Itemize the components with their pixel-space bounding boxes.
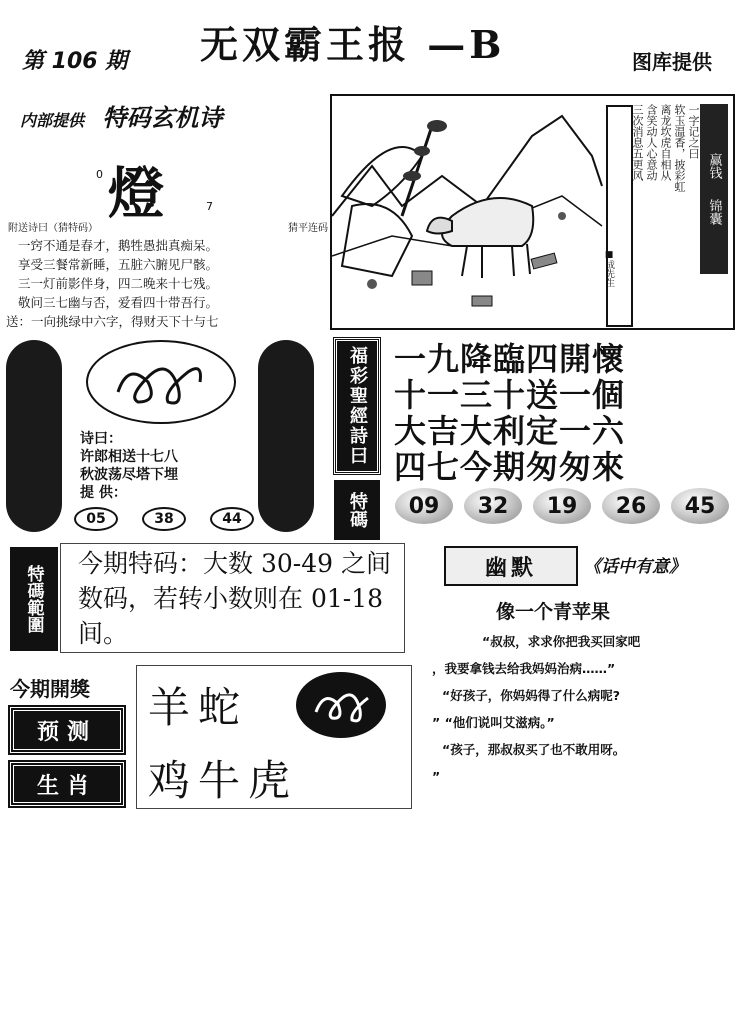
fucai-line: 一九降臨四開懷 [394,340,626,378]
lamp-number-left: 0 [96,168,103,181]
lottery-ball: 32 [464,488,522,524]
poem2-line: 诗曰： [80,431,122,447]
range-label: 特碼範圍 [10,547,58,651]
poem-section-title [20,98,222,133]
page-title: 无双霸王报 —B [200,22,506,67]
number-oval: 05 [74,507,118,531]
black-logo [296,672,386,738]
poem2-lines [80,430,178,502]
fucai-line: 四七今期匆匆來 [394,448,626,486]
joke-line: ” “他们说叫艾滋病。” [432,715,555,730]
scroll-column: 一字记之曰 [687,104,700,159]
predict-label: 预测 [10,707,124,753]
decor-vertical-bar-left [6,340,62,532]
signature-logo-icon [296,672,386,738]
joke-line: “孩子，那叔叔买了也不敢用呀。 [442,742,626,757]
poem-line: 送：一向挑绿中六字，得财天下十与七 [6,314,219,329]
poem-line: 享受三餐常新睡，五脏六腑见尸骸。 [18,257,219,272]
credit-label: 图库提供 [632,50,712,74]
scroll-column: 软玉温香，披彩虹 [673,104,686,192]
scroll-column: 含笑动人心意动 [645,104,658,181]
joke-line: “叔叔，求求你把我买回家吧 [482,634,641,649]
range-text: 今期特码：大数 30-49 之间数码，若转小数则在 01-18 间。 [78,549,391,648]
fucai-line: 大吉大利定一六 [394,412,626,450]
poem-lines [6,236,328,331]
author-label: ■成先生 [604,250,614,287]
decor-vertical-bar-right [258,340,314,532]
issue-number: 第 106 期 [22,49,128,74]
fucai-lines [394,341,625,485]
poem-line: 三一灯前影伴身，四二晚来十七残。 [18,276,219,291]
lottery-balls [395,488,729,524]
poem2-line: 秋波荡尽塔下埋 [80,467,178,483]
zodiac-row-2: 鸡牛虎 [148,756,299,805]
joke-line: ，我要拿钱去给我妈妈治病……” [432,661,616,676]
zodiac-row-1: 羊蛇 [148,683,249,732]
number-oval: 38 [142,507,186,531]
poem-line: 敬问三七幽与否，爱看四十带吾行。 [18,295,219,310]
scroll-text [607,104,699,290]
signature-logo-icon [88,342,234,422]
jinnang-label [700,104,728,274]
poem-line: 一窍不通是春才，鹅牲愚拙真痴呆。 [18,238,219,253]
poem2-line: 许郎相送十七八 [80,449,178,465]
lottery-ball: 09 [395,488,453,524]
number-oval: 44 [210,507,254,531]
tema-label: 特碼 [334,480,380,540]
provider-label: 内部提供 [20,111,85,130]
jinnang-label-1: 赢钱 [706,153,722,179]
scroll-column: 离龙坎虎自相从 [659,104,672,181]
fucai-label: 福彩聖經詩曰 [334,338,380,474]
scroll-column: 三次消息五更风 [631,104,644,181]
lottery-ball: 45 [671,488,729,524]
humor-subtitle: 《话中有意》 [584,557,686,577]
poem-header [8,219,328,234]
poem2-numbers [74,507,254,531]
joke-title: 像一个青苹果 [496,601,611,623]
fucai-line: 十一三十送一個 [394,376,626,414]
joke-line: ” [432,769,441,784]
lottery-ball: 26 [602,488,660,524]
lamp-character: 燈 [108,161,164,227]
humor-banner: 幽默 [444,546,578,586]
jinnang-label-2: 锦囊 [706,199,722,225]
poem-header-right: 猜平连码 [288,223,328,234]
lottery-ball: 19 [533,488,591,524]
poem-title: 特码玄机诗 [102,104,223,132]
poem2-line: 提 供： [80,485,127,501]
logo-oval [86,340,236,424]
poem-header-left: 附送诗曰（猜特码） [8,223,98,234]
joke-line: “好孩子，你妈妈得了什么病呢? [442,688,620,703]
joke-text [432,628,732,790]
lamp-number-right: 7 [206,200,213,213]
zodiac-label: 生肖 [10,762,124,806]
draw-label: 今期開獎 [10,677,90,701]
